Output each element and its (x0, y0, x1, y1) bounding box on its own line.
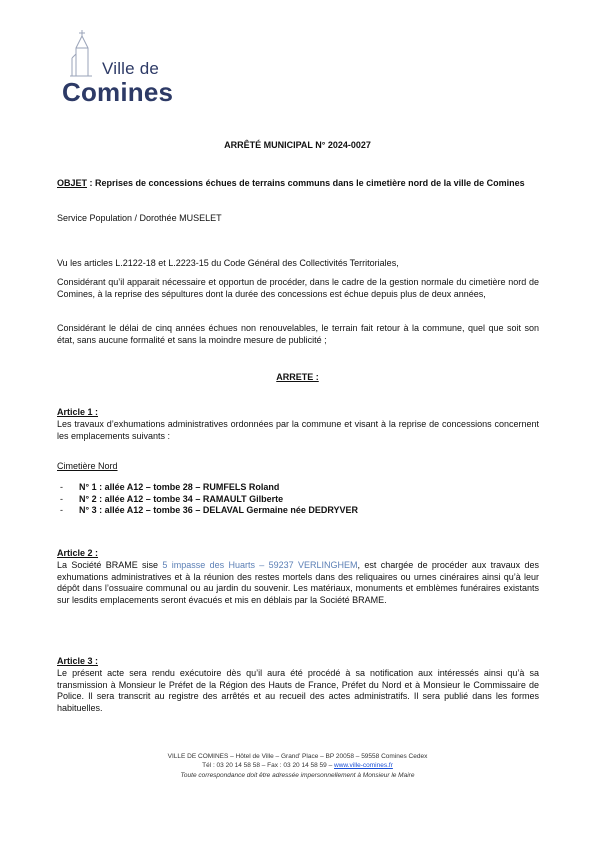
article-3-heading: Article 3 : (57, 656, 99, 666)
city-logo (62, 28, 182, 108)
footer-notice: Toute correspondance doit être adressée impersonnellement à Monsieur le Maire (180, 771, 415, 779)
article-1-heading: Article 1 : (57, 407, 99, 417)
article-2-part-1: La Société BRAME sise (57, 560, 163, 570)
list-item (60, 494, 540, 506)
cemetery-label: Cimetière Nord (57, 461, 118, 471)
decree-title: ARRÊTÉ MUNICIPAL N° 2024-0027 (224, 140, 371, 150)
article-2-text (57, 560, 539, 607)
church-tower-icon (62, 28, 102, 78)
objet-text: : Reprises de concessions échues de terrains communs dans le cimetière nord de la ville de Comines (87, 178, 525, 188)
vu-paragraph: Vu les articles L.2122-18 et L.2223-15 du Code Général des Collectivités Territoriales, (57, 258, 399, 268)
company-address: 5 impasse des Huarts – 59237 VERLINGHEM (162, 560, 358, 570)
footer-address: VILLE DE COMINES – Hôtel de Ville – Grand’ Place – BP 20058 – 59558 Comines Cedex (167, 753, 428, 760)
list-item (60, 482, 540, 494)
list-item (60, 505, 540, 517)
list-item-text: N° 3 : allée A12 – tombe 36 – DELAVAL Germaine née DEDRYVER (79, 505, 359, 515)
article-2-heading: Article 2 : (57, 548, 99, 558)
logo-line-comines: Comines (62, 77, 174, 107)
objet-paragraph (57, 178, 539, 190)
page-footer (0, 752, 595, 780)
arrete-heading: ARRETE : (276, 372, 319, 382)
considerant-paragraph-1: Considérant qu’il apparait nécessaire et opportun de procéder, dans le cadre de la gestion normale du cimetière nord de Comines, à la reprise des sépultures dont la durée des concessions est échue depuis plus de deux années, (57, 277, 539, 299)
list-dash: - (60, 493, 63, 504)
logo-line-ville: Ville de (102, 59, 160, 78)
article-3-text: Le présent acte sera rendu exécutoire dès qu’il aura été procédé à sa notification aux intéressés ainsi qu’à sa transmission à Monsieur le Préfet de la Région des Hauts de France, Préfet du Nord et à Monsieur le Commissaire de Police. Il sera transcrit au registre des arrêtés et au recueil des actes administratifs. Il sera publié dans les formes habituelles. (57, 668, 539, 714)
objet-label: OBJET (57, 178, 88, 188)
article-2-part-2: , est chargée de procéder aux travaux des exhumations administratives et à la réunion des restes mortels dans des reliquaires ou urnes cinéraires ainsi qu’à leur dépôt dans l’ossuaire communal ou au jardin du souvenir. Les matériaux, monuments et emblèmes funéraires existants sur lesdits emplacements seront évacués et mis en déblais par la Société BRAME. (57, 560, 539, 606)
grave-list (60, 482, 540, 517)
list-item-text: N° 2 : allée A12 – tombe 34 – RAMAULT Gilberte (79, 493, 284, 504)
footer-contact (0, 761, 595, 770)
service-line: Service Population / Dorothée MUSELET (57, 213, 222, 223)
footer-phone-fax: Tél : 03 20 14 58 58 – Fax : 03 20 14 58 59 – (202, 762, 335, 770)
list-dash: - (60, 505, 63, 515)
list-dash: - (60, 482, 63, 492)
considerant-paragraph-2: Considérant le délai de cinq années échues non renouvelables, le terrain fait retour à la commune, quel que soit son état, sans aucune formalité et sans la moindre mesure de publicité ; (57, 323, 539, 345)
list-item-text: N° 1 : allée A12 – tombe 28 – RUMFELS Roland (79, 482, 280, 492)
website-link[interactable]: www.ville-comines.fr (334, 762, 393, 770)
article-1-text: Les travaux d’exhumations administratives ordonnées par la commune et visant à la reprise de concessions concernent les emplacements suivants : (57, 419, 539, 441)
